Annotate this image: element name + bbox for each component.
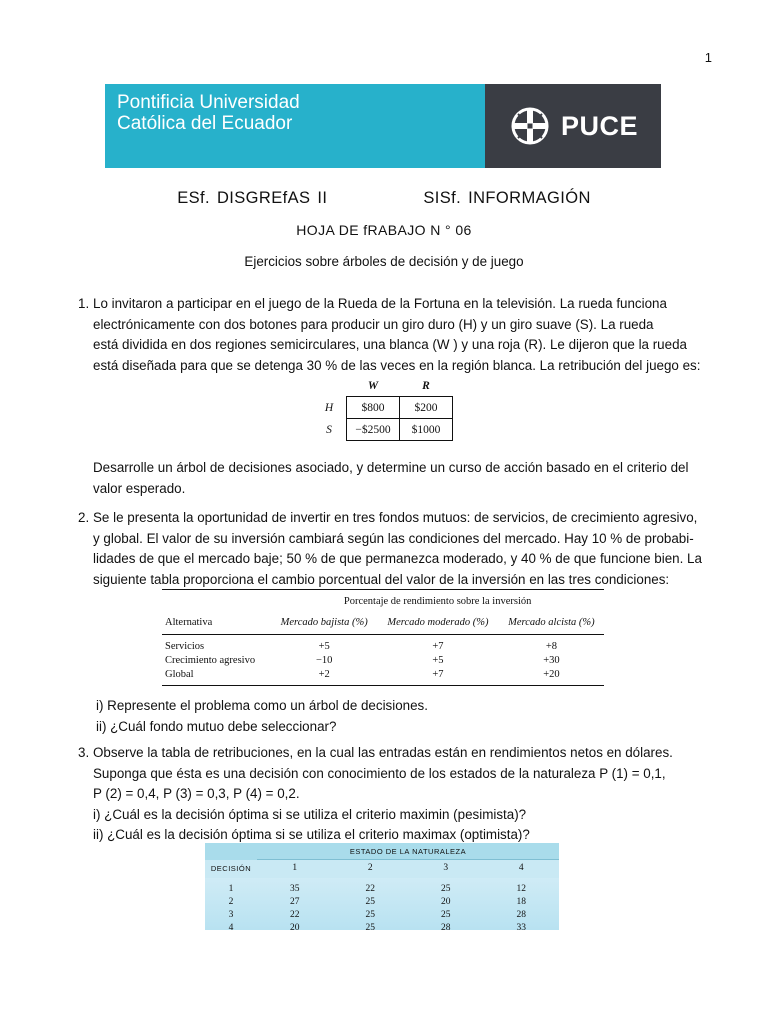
group-header: Porcentaje de rendimiento sobre la inversión bbox=[271, 590, 604, 613]
table-row: S −$2500 $1000 bbox=[312, 419, 453, 441]
table-row: 4 20 25 28 33 bbox=[228, 922, 526, 933]
program-name: SISf. INFORMAGIÓN bbox=[423, 189, 591, 207]
banner-title-panel bbox=[105, 84, 485, 168]
question-1: 1. Lo invitaron a participar en el juego de la Rueda de la Fortuna en la televisión. La rueda funciona electrónicamente con dos botones para producir un giro duro (H) y un giro suave (S). La rueda está dividida en dos regiones semicirculares, una blanca (W ) y una roja (R). Le dijeron que la rueda está diseñada para que se detenga 30 % de las veces en la región blanca. La retribución del juego es: bbox=[78, 296, 701, 373]
university-name-line1: Pontificia Universidad bbox=[117, 92, 300, 113]
question-number: 1. bbox=[78, 296, 90, 311]
worksheet-subtitle: Ejercicios sobre árboles de decisión y de juego bbox=[244, 254, 524, 269]
table-row: 2 27 25 20 18 bbox=[228, 896, 526, 907]
banner-logo-panel bbox=[485, 84, 661, 168]
group-header: ESTADO DE LA NATURALEZA bbox=[257, 843, 559, 860]
column-header: 2 bbox=[333, 860, 409, 878]
question-number: 3. bbox=[78, 745, 90, 760]
column-header: Alternativa bbox=[162, 612, 271, 635]
table-row: Servicios +5 +7 +8 bbox=[165, 641, 557, 652]
column-header: 1 bbox=[257, 860, 333, 878]
table-row: Crecimiento agresivo −10 +5 +30 bbox=[165, 655, 560, 666]
course-name: ESf. DISGREfAS II bbox=[177, 189, 328, 207]
column-header: R bbox=[422, 379, 430, 392]
question-3: 3. Observe la tabla de retribuciones, en la cual las entradas están en rendimientos netos en dólares. Suponga que ésta es una decisión con conocimiento de los estados de la naturaleza P (1) = 0,1, P (2) = 0,4, P (3) = 0,3, P (4) = 0,2. i) ¿Cuál es la decisión óptima si se utiliza el criterio maximin (pesimista)? ii) ¿Cuál es la decisión óptima si se utiliza el criterio maximax (optimista)? bbox=[78, 745, 673, 842]
column-header: 3 bbox=[408, 860, 484, 878]
investment-return-table bbox=[162, 589, 604, 686]
course-line bbox=[0, 189, 768, 208]
question-number: 2. bbox=[78, 510, 90, 525]
worksheet-title: HOJA DE fRABAJO N ° 06 bbox=[296, 222, 472, 238]
question-1-instruction: Desarrolle un árbol de decisiones asociado, y determine un curso de acción basado en el criterio del valor esperado. bbox=[93, 460, 689, 496]
table-row: Global +2 +7 +20 bbox=[162, 668, 604, 686]
column-header: W bbox=[367, 379, 379, 392]
page-number: 1 bbox=[704, 50, 712, 65]
question-2: 2. Se le presenta la oportunidad de invertir en tres fondos mutuos: de servicios, de crecimiento agresivo, y global. El valor de su inversión cambiará según las condiciones del mercado. Hay 10 % de probabi- lidades de que el mercado baje; 50 % de que permanezca moderado, y 40 % de que funcione bien. La siguiente tabla proporciona el cambio porcentual del valor de la inversión en las tres condiciones: bbox=[78, 510, 702, 587]
column-header: Mercado bajista (%) bbox=[271, 612, 377, 635]
column-header: Mercado moderado (%) bbox=[377, 612, 499, 635]
column-header: 4 bbox=[484, 860, 560, 878]
university-banner bbox=[105, 84, 661, 168]
table-row: 3 22 25 25 28 bbox=[228, 909, 526, 920]
payoff-table-states bbox=[205, 843, 559, 933]
column-header: DECISIÓN bbox=[205, 860, 257, 878]
payoff-table-wheel bbox=[312, 375, 453, 441]
question-2-subquestions: i) Represente el problema como un árbol de decisiones. ii) ¿Cuál fondo mutuo debe seleccionar? bbox=[96, 698, 428, 734]
puce-logo-text: PUCE bbox=[561, 111, 639, 141]
table-row: 1 35 22 25 12 bbox=[228, 883, 526, 894]
puce-logo-icon bbox=[510, 106, 550, 146]
column-header: Mercado alcista (%) bbox=[499, 612, 604, 635]
university-name-line2: Católica del Ecuador bbox=[117, 113, 293, 134]
table-row: H $800 $200 bbox=[312, 397, 453, 419]
